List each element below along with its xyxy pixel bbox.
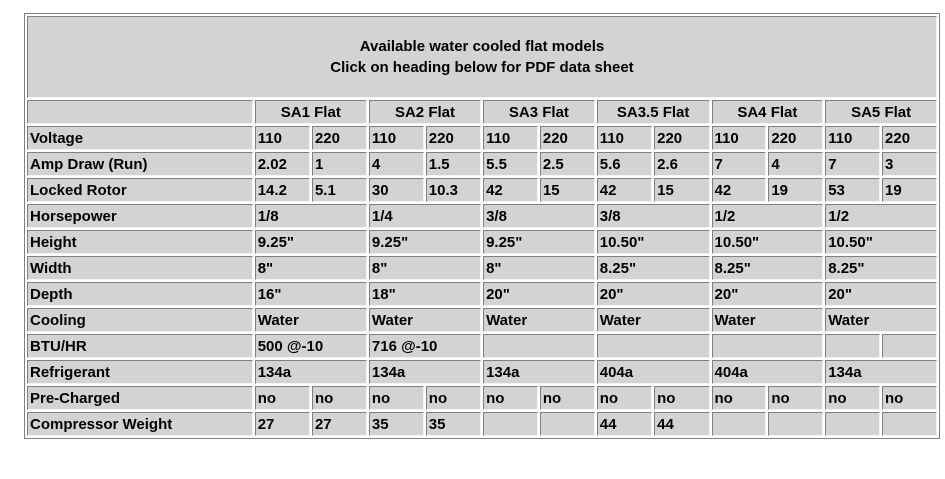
table-cell: 44 — [654, 412, 709, 436]
table-row — [27, 178, 937, 202]
table-cell: 8" — [483, 256, 595, 280]
table-cell: 10.50" — [712, 230, 824, 254]
table-cell: 9.25" — [255, 230, 367, 254]
table-cell: 134a — [369, 360, 481, 384]
table-cell: 42 — [483, 178, 538, 202]
row-label: Amp Draw (Run) — [27, 152, 253, 176]
table-title — [27, 16, 937, 98]
table-cell: 27 — [312, 412, 367, 436]
table-cell: Water — [255, 308, 367, 332]
table-cell: 14.2 — [255, 178, 310, 202]
table-row — [27, 282, 937, 306]
table-cell: 10.50" — [825, 230, 937, 254]
table-cell: 3/8 — [483, 204, 595, 228]
table-cell: 1.5 — [426, 152, 481, 176]
row-label: Cooling — [27, 308, 253, 332]
table-row — [27, 126, 937, 150]
table-cell: 8.25" — [597, 256, 710, 280]
table-cell: 110 — [255, 126, 310, 150]
table-cell: 220 — [768, 126, 823, 150]
table-cell — [597, 334, 710, 358]
table-cell: 134a — [825, 360, 937, 384]
header-blank-cell — [27, 100, 253, 124]
table-cell — [768, 412, 823, 436]
table-cell: 110 — [712, 126, 767, 150]
table-cell: 53 — [825, 178, 880, 202]
table-cell: 19 — [768, 178, 823, 202]
model-heading-sa4[interactable]: SA4 Flat — [712, 100, 824, 124]
table-cell: 2.5 — [540, 152, 595, 176]
table-cell: no — [369, 386, 424, 410]
table-cell: 220 — [882, 126, 937, 150]
table-cell: Water — [712, 308, 824, 332]
table-cell: 35 — [369, 412, 424, 436]
table-cell — [540, 412, 595, 436]
table-cell: 10.50" — [597, 230, 710, 254]
table-cell: 2.6 — [654, 152, 709, 176]
table-cell: 15 — [540, 178, 595, 202]
table-cell: 20" — [712, 282, 824, 306]
table-cell: 42 — [597, 178, 652, 202]
row-label: Refrigerant — [27, 360, 253, 384]
table-cell: 19 — [882, 178, 937, 202]
table-cell: 44 — [597, 412, 652, 436]
table-cell: 220 — [654, 126, 709, 150]
table-row — [27, 256, 937, 280]
title-row — [27, 16, 937, 98]
table-cell — [825, 412, 880, 436]
table-cell: 134a — [483, 360, 595, 384]
table-cell — [483, 412, 538, 436]
model-header-row — [27, 100, 937, 124]
model-heading-sa5[interactable]: SA5 Flat — [825, 100, 937, 124]
table-cell: no — [312, 386, 367, 410]
table-cell: 2.02 — [255, 152, 310, 176]
table-cell: 20" — [597, 282, 710, 306]
table-cell: 20" — [825, 282, 937, 306]
table-cell: 30 — [369, 178, 424, 202]
table-cell: no — [882, 386, 937, 410]
table-cell: 500 @-10 — [255, 334, 367, 358]
table-cell: 1/4 — [369, 204, 481, 228]
table-cell: 1/2 — [712, 204, 824, 228]
row-label: Width — [27, 256, 253, 280]
table-cell: 3 — [882, 152, 937, 176]
table-cell: no — [255, 386, 310, 410]
table-row — [27, 152, 937, 176]
row-label: Compressor Weight — [27, 412, 253, 436]
table-cell — [882, 412, 937, 436]
table-cell: 220 — [540, 126, 595, 150]
models-table-container — [24, 13, 940, 439]
table-cell: 27 — [255, 412, 310, 436]
table-cell: 110 — [483, 126, 538, 150]
table-cell: no — [654, 386, 709, 410]
table-cell: 4 — [768, 152, 823, 176]
table-cell: no — [597, 386, 652, 410]
table-cell: 4 — [369, 152, 424, 176]
table-cell: 9.25" — [369, 230, 481, 254]
table-row — [27, 412, 937, 436]
table-cell: 1/8 — [255, 204, 367, 228]
row-label: Horsepower — [27, 204, 253, 228]
table-cell: 5.1 — [312, 178, 367, 202]
table-cell: 110 — [369, 126, 424, 150]
table-cell: 3/8 — [597, 204, 710, 228]
table-cell: Water — [369, 308, 481, 332]
row-label: Voltage — [27, 126, 253, 150]
table-cell — [712, 334, 824, 358]
table-cell: 7 — [825, 152, 880, 176]
table-row — [27, 334, 937, 358]
table-cell: no — [825, 386, 880, 410]
table-cell: 5.6 — [597, 152, 652, 176]
model-heading-sa1[interactable]: SA1 Flat — [255, 100, 367, 124]
table-cell: 16" — [255, 282, 367, 306]
table-cell: no — [540, 386, 595, 410]
table-cell: 9.25" — [483, 230, 595, 254]
table-cell: 404a — [712, 360, 824, 384]
table-row — [27, 386, 937, 410]
table-cell: 8.25" — [825, 256, 937, 280]
table-cell: no — [426, 386, 481, 410]
row-label: Depth — [27, 282, 253, 306]
title-line-2: Click on heading below for PDF data sheet — [330, 59, 634, 76]
table-cell: 35 — [426, 412, 481, 436]
table-cell: 10.3 — [426, 178, 481, 202]
table-cell — [825, 334, 880, 358]
table-cell — [882, 334, 937, 358]
table-cell: 110 — [825, 126, 880, 150]
table-cell: 18" — [369, 282, 481, 306]
table-cell: 404a — [597, 360, 710, 384]
table-cell — [483, 334, 595, 358]
title-line-1: Available water cooled flat models — [359, 38, 605, 55]
table-cell: 1/2 — [825, 204, 937, 228]
model-heading-sa3-5[interactable]: SA3.5 Flat — [597, 100, 710, 124]
table-cell: 7 — [712, 152, 767, 176]
table-cell: 110 — [597, 126, 652, 150]
table-row — [27, 360, 937, 384]
table-cell: Water — [825, 308, 937, 332]
row-label: BTU/HR — [27, 334, 253, 358]
table-cell: no — [483, 386, 538, 410]
table-cell: 8" — [255, 256, 367, 280]
table-row — [27, 230, 937, 254]
model-heading-sa2[interactable]: SA2 Flat — [369, 100, 481, 124]
model-heading-sa3[interactable]: SA3 Flat — [483, 100, 595, 124]
row-label: Pre-Charged — [27, 386, 253, 410]
table-cell: no — [768, 386, 823, 410]
table-cell: Water — [597, 308, 710, 332]
row-label: Height — [27, 230, 253, 254]
row-label: Locked Rotor — [27, 178, 253, 202]
table-cell: 8.25" — [712, 256, 824, 280]
table-cell — [712, 412, 767, 436]
table-cell: 15 — [654, 178, 709, 202]
table-row — [27, 308, 937, 332]
table-cell: 716 @-10 — [369, 334, 481, 358]
table-cell: 1 — [312, 152, 367, 176]
table-cell: Water — [483, 308, 595, 332]
table-cell: 42 — [712, 178, 767, 202]
table-cell: 220 — [426, 126, 481, 150]
table-cell: 134a — [255, 360, 367, 384]
table-cell: 220 — [312, 126, 367, 150]
table-cell: 8" — [369, 256, 481, 280]
table-cell: 20" — [483, 282, 595, 306]
models-table — [24, 13, 940, 439]
table-row — [27, 204, 937, 228]
table-cell: no — [712, 386, 767, 410]
table-cell: 5.5 — [483, 152, 538, 176]
